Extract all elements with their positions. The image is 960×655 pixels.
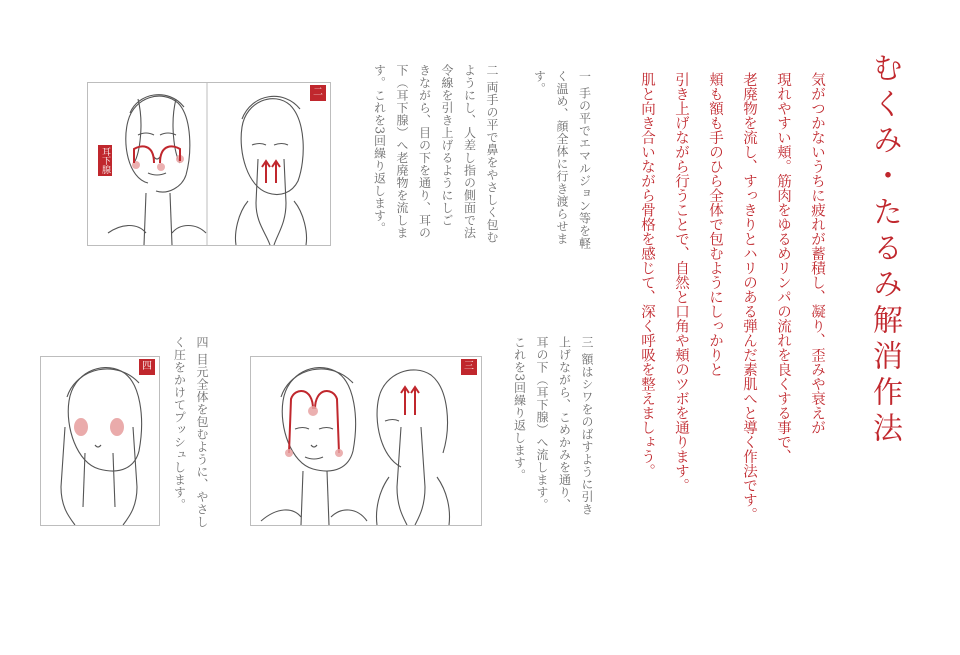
gland-label: 耳下腺 <box>100 147 110 174</box>
step-line: 下（耳下腺）へ老廃物を流しま <box>395 64 409 239</box>
intro-line: 現れやすい頬。筋肉をゆるめリンパの流れを良くする事で、 <box>775 72 791 464</box>
step-line: きながら、目の下を通り、耳の <box>417 64 432 239</box>
step-line: ようにし、人差し指の側面で法 <box>462 64 477 239</box>
step-line: 令線を引き上げるようにしご <box>440 64 454 227</box>
face-illustration <box>41 357 159 525</box>
step-line: 二 両手の平で鼻をやさしく包む <box>485 64 499 244</box>
intro-line: 老廃物を流し、すっきりとハリのある弾んだ素肌へと導く作法です。 <box>741 72 757 522</box>
figure-step-2 <box>87 82 331 246</box>
face-illustration <box>251 357 481 525</box>
step-4-text <box>168 336 213 528</box>
page-title: むくみ・たるみ解消作法 <box>867 52 902 448</box>
step-line: す。これを3回繰り返します。 <box>372 64 387 235</box>
step-line: す。 <box>532 70 547 95</box>
step-line: 一 手の平でエマルジョン等を軽 <box>577 70 592 250</box>
step-line: 耳の下（耳下腺）へ流します。 <box>535 336 549 511</box>
figure-step-4 <box>40 356 160 526</box>
step-line: 三 額はシワをのばすように引き <box>580 336 594 516</box>
step-4-badge: 四 <box>139 359 155 375</box>
step-line: 上げながら、こめかみを通り、 <box>557 336 572 511</box>
intro-line: 引き上げながら行うことで、自然と口角や頬のツボを通ります。 <box>673 72 689 493</box>
step-line: く圧をかけてプッシュします。 <box>172 336 187 511</box>
step-2-text <box>368 64 503 243</box>
step-line: く温め、顔全体に行き渡らせま <box>555 70 569 245</box>
face-illustration <box>88 83 330 245</box>
step-1-text <box>528 70 596 249</box>
intro-line: 頬も額も手のひら全体で包むようにしっかりと <box>707 72 723 377</box>
intro-text <box>630 72 834 522</box>
intro-line: 気がつかないうちに疲れが蓄積し、凝り、歪みや衰えが <box>809 72 825 435</box>
intro-line: 肌と向き合いながら骨格を感じて、深く呼吸を整えましょう。 <box>639 72 655 478</box>
step-line: 四 目元全体を包むように、やさし <box>195 336 209 528</box>
step-line: これを3回繰り返します。 <box>512 336 527 482</box>
step-3-badge: 三 <box>461 359 477 375</box>
figure-step-3 <box>250 356 482 526</box>
step-2-badge: 二 <box>310 85 326 101</box>
step-3-text <box>508 336 598 515</box>
